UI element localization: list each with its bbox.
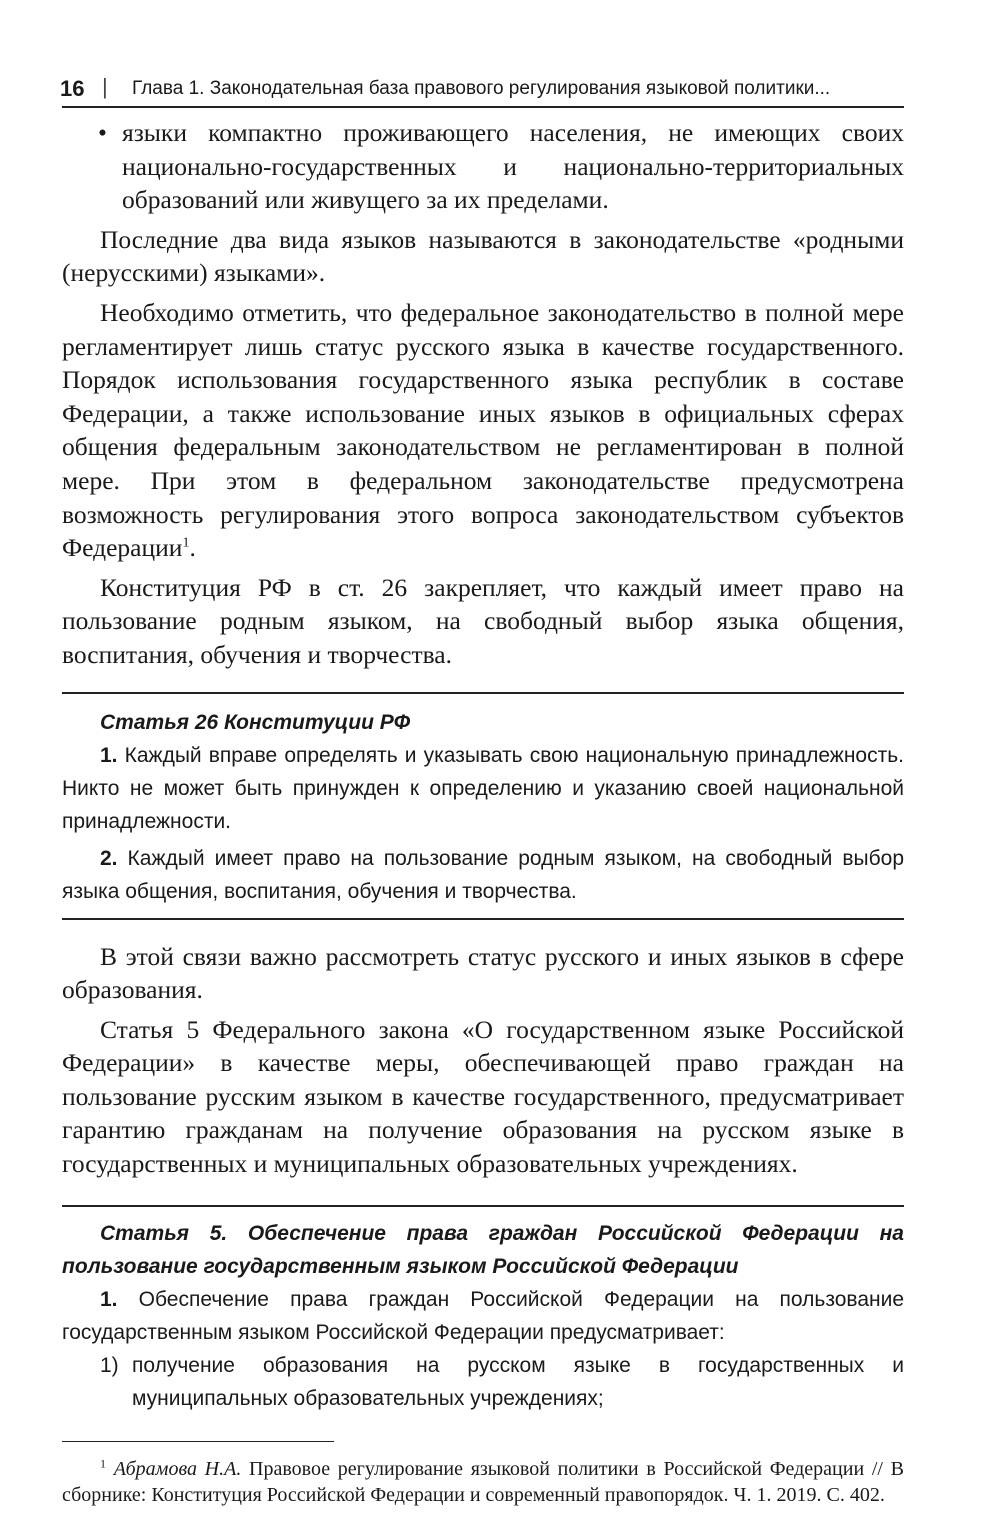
footnote [62, 1456, 904, 1508]
bullet-marker: • [98, 118, 107, 147]
footnote-text: Правовое регулирование языковой политики в Российской Федерации // В сборнике: Конституция Российской Федерации и современный правопорядок. Ч. 1. 2019. С. 402. [62, 1457, 904, 1506]
main-text-continued [62, 940, 904, 1181]
paragraph: Статья 5 Федерального закона «О государственном языке Российской Федерации» в качестве меры, обеспечивающей право граждан на пользование русским языком в качестве государственного, предусматривает гарантию гражданам на получение образования на русском языке в государственных и муниципальных образовательных учреждениях. [62, 1014, 904, 1179]
quote-item-text: Каждый имеет право на пользование родным языком, на свободный выбор языка общения, воспитания, обучения и творчества. [62, 846, 904, 903]
paragraph-text: Необходимо отметить, что федеральное законодательство в полной мере регламентирует лишь статус русского языка в качестве государственного. Порядок использования государственного языка республик в составе Федерации, а также использование иных языков в официальных сферах общения федеральным законодательством не регламентирован в полной мере. При этом в федеральном законодательстве предусмотрена возможность регулирования этого вопроса законодательством субъектов Федерации [62, 297, 904, 563]
main-text [62, 116, 904, 672]
quote-item-text: Обеспечение права граждан Российской Федерации на пользование государственным языком Российской Федерации предусматривает: [62, 1287, 904, 1344]
quote-item-text: Каждый вправе определять и указывать свою национальную принадлежность. Никто не может быть принужден к определению и указанию своей национальной принадлежности. [62, 743, 904, 833]
quote-item [62, 739, 904, 838]
bullet-item [62, 116, 904, 217]
paragraph: Последние два вида языков называются в законодательстве «родными (нерусскими) языками». [62, 224, 904, 288]
quote-box-article-5 [62, 1205, 904, 1419]
subitem-text: получение образования на русском языке в государственных и муниципальных образовательных учреждениях; [132, 1353, 904, 1410]
chapter-title: Глава 1. Законодательная база правового регулирования языковой политики... [132, 78, 831, 99]
subitem-number: 1) [100, 1353, 119, 1377]
quote-box-article-26 [62, 692, 904, 920]
paragraph-end: . [189, 533, 196, 563]
paragraph: Конституция РФ в ст. 26 закрепляет, что каждый имеет право на пользование родным языком, на свободный выбор языка общения, воспитания, обучения и творчества. [62, 572, 904, 669]
page-number: 16 [60, 76, 85, 101]
quote-item-number: 1. [100, 1287, 118, 1311]
quote-item [62, 842, 904, 908]
footnote-author: Абрамова Н.А. [113, 1457, 242, 1480]
quote-item-number: 2. [100, 846, 118, 870]
book-page [62, 62, 904, 1508]
quote-box-title: Статья 26 Конституции РФ [100, 710, 411, 734]
quote-box-title: Статья 5. Обеспечение права граждан Российской Федерации на пользование государственным языком Российской Федерации [62, 1221, 904, 1278]
quote-item-number: 1. [100, 743, 118, 767]
header-separator: | [102, 74, 108, 99]
running-header [62, 62, 904, 108]
footnote-reference[interactable]: 1 [182, 535, 190, 551]
bullet-text: языки компактно проживающего населения, не имеющих своих национально-государственных и национально-территориальных образований или живущего за их пределами. [122, 118, 904, 215]
footnote-divider [62, 1441, 334, 1442]
paragraph-with-footnote [62, 296, 904, 565]
footnote-marker: 1 [100, 1456, 106, 1470]
quote-subitem [62, 1349, 904, 1415]
quote-item [62, 1283, 904, 1349]
paragraph: В этой связи важно рассмотреть статус русского и иных языков в сфере образования. [62, 941, 904, 1005]
